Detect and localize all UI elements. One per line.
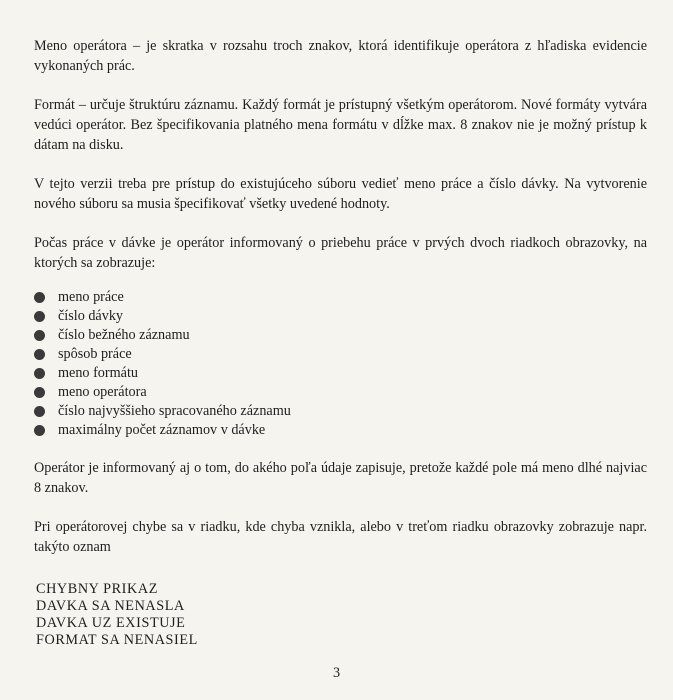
error-message-line: CHYBNY PRIKAZ [36,581,158,597]
definition-format: – určuje štruktúru záznamu. Každý formát je prístupný všetkým operátorom. Nové formáty vytvára vedúci operátor. Bez špecifikovania platného mena formátu v dĺžke max. 8 znakov nie je možný prístup k dátam na disku. [34,97,647,153]
bullet-list-screen-info [34,288,647,440]
list-item [34,402,647,421]
list-item-text: číslo najvyššieho spracovaného záznamu [58,403,291,419]
error-message-line: DAVKA SA NENASLA [36,598,185,614]
list-item [34,383,647,402]
list-item-text: meno operátora [58,384,147,400]
paragraph-format [34,95,647,155]
list-item [34,326,647,345]
list-item-text: meno práce [58,289,124,305]
bullet-dot-icon [34,406,45,417]
bullet-dot-icon [34,387,45,398]
list-item-text: číslo bežného záznamu [58,327,190,343]
paragraph-operator-name [34,36,647,76]
error-message-line: DAVKA UZ EXISTUJE [36,615,186,631]
bullet-dot-icon [34,425,45,436]
list-item [34,345,647,364]
bullet-dot-icon [34,311,45,322]
definition-operator-name: – je skratka v rozsahu troch znakov, ktorá identifikuje operátora z hľadiska evidencie vykonaných prác. [34,38,647,74]
list-item [34,364,647,383]
bullet-dot-icon [34,349,45,360]
page-number: 3 [332,665,341,681]
list-item [34,288,647,307]
paragraph-batch-info: Počas práce v dávke je operátor informovaný o priebehu práce v prvých dvoch riadkoch obrazovky, na ktorých sa zobrazuje: [34,235,647,271]
error-message-line: FORMAT SA NENASIEL [36,632,198,648]
bullet-dot-icon [34,368,45,379]
list-item-text: číslo dávky [58,308,124,324]
list-item-text: spôsob práce [58,346,132,362]
paragraph-error-message: Pri operátorovej chybe sa v riadku, kde chyba vznikla, alebo v treťom riadku obrazovky zobrazuje napr. takýto oznam [34,519,647,555]
bullet-dot-icon [34,292,45,303]
paragraph-field-names: Operátor je informovaný aj o tom, do akého poľa údaje zapisuje, pretože každé pole má meno dlhé najviac 8 znakov. [34,460,647,496]
list-item-text: maximálny počet záznamov v dávke [58,422,266,438]
list-item-text: meno formátu [58,365,138,381]
list-item [34,421,647,440]
term-format: Formát [34,97,75,113]
error-message-list [34,581,647,649]
bullet-dot-icon [34,330,45,341]
paragraph-version-access: V tejto verzii treba pre prístup do existujúceho súboru vedieť meno práce a číslo dávky. Na vytvorenie nového súboru sa musia špecifikovať všetky uvedené hodnoty. [34,176,647,212]
term-operator-name: Meno operátora [34,38,127,54]
list-item [34,307,647,326]
